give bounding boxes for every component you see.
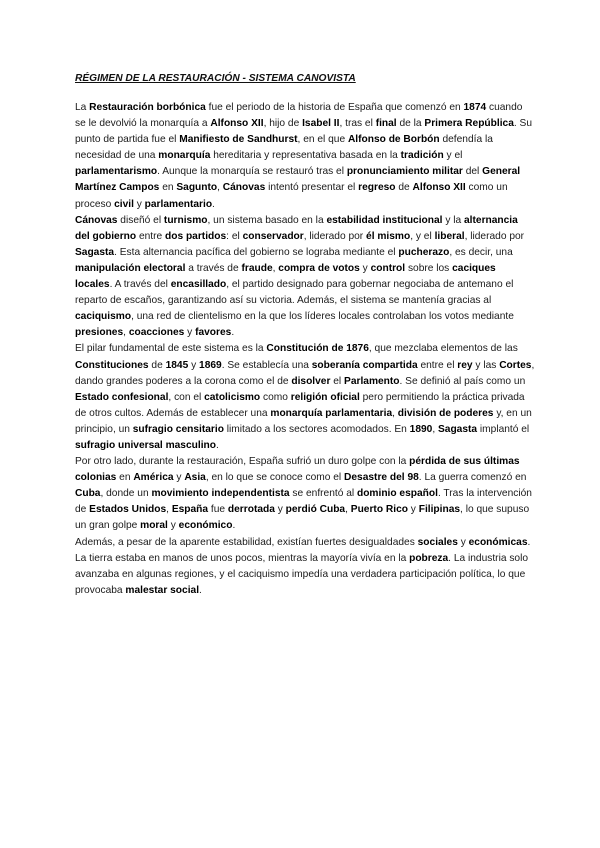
text-run: entre bbox=[136, 230, 166, 242]
text-run: . Aunque la monarquía se restauró tras el bbox=[157, 166, 347, 178]
text-run: de la bbox=[396, 118, 425, 130]
text-run: , el partido designado para gobernar negociaba de antemano el reparto de escaños, garantizando así su victoria. Además, el sistema se mantenía gracias al bbox=[75, 279, 514, 307]
text-run: en bbox=[116, 472, 134, 484]
text-run: y el bbox=[443, 150, 463, 162]
bold-text-run: Parlamento bbox=[344, 375, 400, 387]
text-run: de bbox=[148, 359, 166, 371]
text-run: , una red de clientelismo en la que los líderes locales controlaban los votos mediante bbox=[131, 311, 514, 323]
bold-text-run: Cánovas bbox=[222, 182, 266, 194]
bold-text-run: 1845 bbox=[165, 359, 189, 371]
text-run: y bbox=[407, 504, 419, 516]
text-run: implantó el bbox=[477, 423, 530, 435]
text-run: fue bbox=[208, 504, 228, 516]
bold-text-run: civil bbox=[114, 198, 134, 210]
bold-text-run: Restauración borbónica bbox=[89, 102, 206, 113]
text-run: entre el bbox=[417, 359, 458, 371]
text-run: , bbox=[272, 262, 279, 274]
text-run: , bbox=[345, 504, 351, 516]
paragraph-desastre-98 bbox=[75, 454, 535, 534]
text-run: pero permitiendo la práctica privada de otros cultos. Además de establecer una bbox=[75, 391, 525, 419]
bold-text-run: 1869 bbox=[199, 359, 222, 371]
bold-text-run: parlamentarismo bbox=[75, 166, 158, 178]
bold-text-run: derrotada bbox=[227, 504, 275, 516]
text-run: y bbox=[173, 472, 185, 484]
text-run: Además, a pesar de la aparente estabilidad, existían fuertes desigualdades bbox=[75, 536, 418, 548]
text-run: de bbox=[395, 182, 413, 194]
text-run: , y el bbox=[410, 230, 435, 242]
text-run: Por otro lado, durante la restauración, España sufrió un duro golpe con la bbox=[75, 456, 410, 468]
bold-text-run: Desastre del 98 bbox=[344, 472, 419, 484]
bold-text-run: sufragio censitario bbox=[132, 423, 224, 435]
bold-text-run: Asia bbox=[184, 472, 206, 484]
bold-text-run: económicas bbox=[468, 536, 528, 548]
bold-text-run: General Martínez Campos bbox=[75, 166, 521, 194]
paragraph-restauracion bbox=[75, 100, 535, 213]
bold-text-run: pucherazo bbox=[398, 246, 450, 258]
text-run: se enfrentó al bbox=[289, 488, 357, 500]
document-title: RÉGIMEN DE LA RESTAURACIÓN - SISTEMA CANOVISTA bbox=[75, 73, 356, 84]
bold-text-run: Cánovas bbox=[75, 214, 118, 226]
text-run: intentó presentar el bbox=[265, 182, 359, 194]
paragraph-turnismo bbox=[75, 213, 535, 342]
text-run: , es decir, una bbox=[449, 246, 513, 258]
bold-text-run: alternancia del gobierno bbox=[75, 214, 518, 242]
bold-text-run: compra de votos bbox=[278, 262, 360, 274]
text-run: , lo que supuso un gran golpe bbox=[75, 504, 530, 532]
text-run: , bbox=[217, 182, 223, 194]
bold-text-run: perdió Cuba bbox=[285, 504, 346, 516]
text-run: cuando se le devolvió la monarquía a bbox=[75, 102, 523, 130]
text-run: , bbox=[432, 423, 438, 435]
bold-text-run: fraude bbox=[241, 262, 273, 274]
text-run: La bbox=[75, 102, 90, 113]
bold-text-run: Alfonso de Borbón bbox=[347, 134, 440, 146]
text-run: , dando grandes poderes a la corona como el de bbox=[75, 359, 535, 387]
bold-text-run: Cuba bbox=[75, 488, 101, 500]
bold-text-run: sociales bbox=[417, 536, 458, 548]
text-run: y bbox=[188, 359, 200, 371]
text-run: . bbox=[231, 327, 235, 339]
text-run: , hijo de bbox=[263, 118, 303, 130]
bold-text-run: conservador bbox=[242, 230, 304, 242]
text-run: , tras el bbox=[339, 118, 376, 130]
text-run: , en el que bbox=[297, 134, 348, 146]
bold-text-run: disolver bbox=[291, 375, 331, 387]
bold-text-run: 1890 bbox=[409, 423, 433, 435]
text-run: y las bbox=[472, 359, 500, 371]
text-run: y bbox=[274, 504, 286, 516]
text-run: . Se definió al país como un bbox=[399, 375, 526, 387]
bold-text-run: caciquismo bbox=[75, 311, 132, 323]
bold-text-run: parlamentario bbox=[144, 198, 213, 210]
bold-text-run: final bbox=[375, 118, 397, 130]
text-run: y bbox=[359, 262, 371, 274]
text-run: , en lo que se conoce como el bbox=[205, 472, 345, 484]
text-run: : el bbox=[226, 230, 243, 242]
text-run: como un proceso bbox=[75, 182, 508, 210]
text-run: . bbox=[199, 584, 202, 596]
bold-text-run: América bbox=[133, 472, 174, 484]
bold-text-run: Alfonso XII bbox=[412, 182, 466, 194]
bold-text-run: estabilidad institucional bbox=[326, 214, 443, 226]
text-run: a través de bbox=[185, 262, 242, 274]
text-run: sobre los bbox=[405, 262, 453, 274]
text-run: y, en un principio, un bbox=[75, 407, 532, 435]
bold-text-run: pobreza bbox=[409, 552, 449, 564]
bold-text-run: Estado confesional bbox=[75, 391, 169, 403]
bold-text-run: Constituciones bbox=[75, 359, 149, 371]
text-run: , donde un bbox=[100, 488, 152, 500]
bold-text-run: Estados Unidos bbox=[89, 504, 167, 516]
text-run: , que mezclaba elementos de las bbox=[368, 343, 518, 355]
bold-text-run: monarquía bbox=[158, 150, 211, 162]
bold-text-run: Cortes bbox=[499, 359, 532, 371]
text-run: , bbox=[123, 327, 129, 339]
bold-text-run: pronunciamiento militar bbox=[346, 166, 463, 178]
text-run: en bbox=[159, 182, 177, 194]
bold-text-run: Puerto Rico bbox=[350, 504, 408, 516]
bold-text-run: España bbox=[171, 504, 209, 516]
bold-text-run: dos partidos bbox=[165, 230, 227, 242]
bold-text-run: pérdida de sus últimas colonias bbox=[75, 456, 520, 484]
text-run: del bbox=[462, 166, 483, 178]
bold-text-run: soberanía compartida bbox=[311, 359, 418, 371]
text-run: como bbox=[260, 391, 291, 403]
bold-text-run: movimiento independentista bbox=[151, 488, 290, 500]
bold-text-run: caciques locales bbox=[75, 262, 496, 291]
text-run: . Se establecía una bbox=[221, 359, 312, 371]
bold-text-run: control bbox=[370, 262, 406, 274]
bold-text-run: presiones bbox=[75, 327, 124, 339]
bold-text-run: regreso bbox=[358, 182, 396, 194]
bold-text-run: Sagasta bbox=[438, 423, 478, 435]
text-run: . La guerra comenzó en bbox=[418, 472, 527, 484]
document-body bbox=[75, 100, 535, 599]
text-run: El pilar fundamental de este sistema es la bbox=[75, 343, 267, 355]
bold-text-run: Sagasta bbox=[75, 246, 115, 258]
bold-text-run: moral bbox=[140, 520, 168, 532]
text-run: y bbox=[457, 536, 469, 548]
text-run: , liderado por bbox=[464, 230, 525, 242]
bold-text-run: Manifiesto de Sandhurst bbox=[179, 134, 298, 146]
bold-text-run: coacciones bbox=[128, 327, 185, 339]
text-run: hereditaria y representativa basada en la bbox=[210, 150, 401, 162]
text-run: , bbox=[166, 504, 172, 516]
bold-text-run: Primera República bbox=[424, 118, 514, 130]
bold-text-run: religión oficial bbox=[290, 391, 360, 403]
bold-text-run: catolicismo bbox=[204, 391, 261, 403]
text-run: y bbox=[167, 520, 179, 532]
bold-text-run: monarquía parlamentaria bbox=[270, 407, 393, 419]
bold-text-run: favores bbox=[195, 327, 232, 339]
bold-text-run: Isabel II bbox=[302, 118, 340, 130]
paragraph-desigualdades bbox=[75, 535, 535, 599]
bold-text-run: encasillado bbox=[170, 279, 227, 291]
text-run: . bbox=[232, 520, 236, 532]
text-run: diseñó el bbox=[117, 214, 164, 226]
bold-text-run: turnismo bbox=[163, 214, 208, 226]
bold-text-run: liberal bbox=[434, 230, 465, 242]
text-run: . Su punto de partida fue el bbox=[75, 118, 532, 146]
bold-text-run: Alfonso XII bbox=[210, 118, 264, 130]
text-run: . bbox=[215, 439, 219, 451]
bold-text-run: dominio español bbox=[356, 488, 438, 500]
text-run: . A través del bbox=[109, 279, 171, 291]
bold-text-run: tradición bbox=[400, 150, 444, 162]
text-run: y bbox=[184, 327, 196, 339]
bold-text-run: malestar social bbox=[125, 584, 200, 596]
bold-text-run: Filipinas bbox=[418, 504, 461, 516]
bold-text-run: manipulación electoral bbox=[75, 262, 186, 274]
bold-text-run: rey bbox=[457, 359, 473, 371]
text-run: y bbox=[133, 198, 145, 210]
bold-text-run: Constitución de 1876 bbox=[266, 343, 369, 355]
paragraph-constitucion bbox=[75, 341, 535, 454]
text-run: defendía la necesidad de una bbox=[75, 134, 493, 162]
text-run: el bbox=[330, 375, 345, 387]
text-run: . bbox=[212, 198, 215, 210]
text-run: , liderado por bbox=[303, 230, 367, 242]
bold-text-run: división de poderes bbox=[397, 407, 494, 419]
text-run: . Esta alternancia pacífica del gobierno se lograba mediante el bbox=[114, 246, 399, 258]
bold-text-run: sufragio universal masculino bbox=[75, 439, 216, 451]
text-run: . La industria solo avanzaba en algunas regiones, y el caciquismo impedía una verdadera participación política, lo que provocaba bbox=[75, 552, 529, 596]
bold-text-run: Sagunto bbox=[176, 182, 218, 194]
text-run: , bbox=[392, 407, 398, 419]
text-run: y la bbox=[442, 214, 465, 226]
bold-text-run: él mismo bbox=[366, 230, 411, 242]
text-run: . Tras la intervención de bbox=[75, 488, 532, 516]
bold-text-run: económico bbox=[178, 520, 233, 532]
text-run: fue el periodo de la historia de España que comenzó en bbox=[205, 102, 464, 113]
text-run: limitado a los sectores acomodados. En bbox=[223, 423, 410, 435]
text-run: . La tierra estaba en manos de unos pocos, mientras la mayoría vivía en la bbox=[75, 536, 531, 564]
text-run: , con el bbox=[168, 391, 205, 403]
text-run: , un sistema basado en la bbox=[207, 214, 327, 226]
bold-text-run: 1874 bbox=[463, 102, 487, 113]
